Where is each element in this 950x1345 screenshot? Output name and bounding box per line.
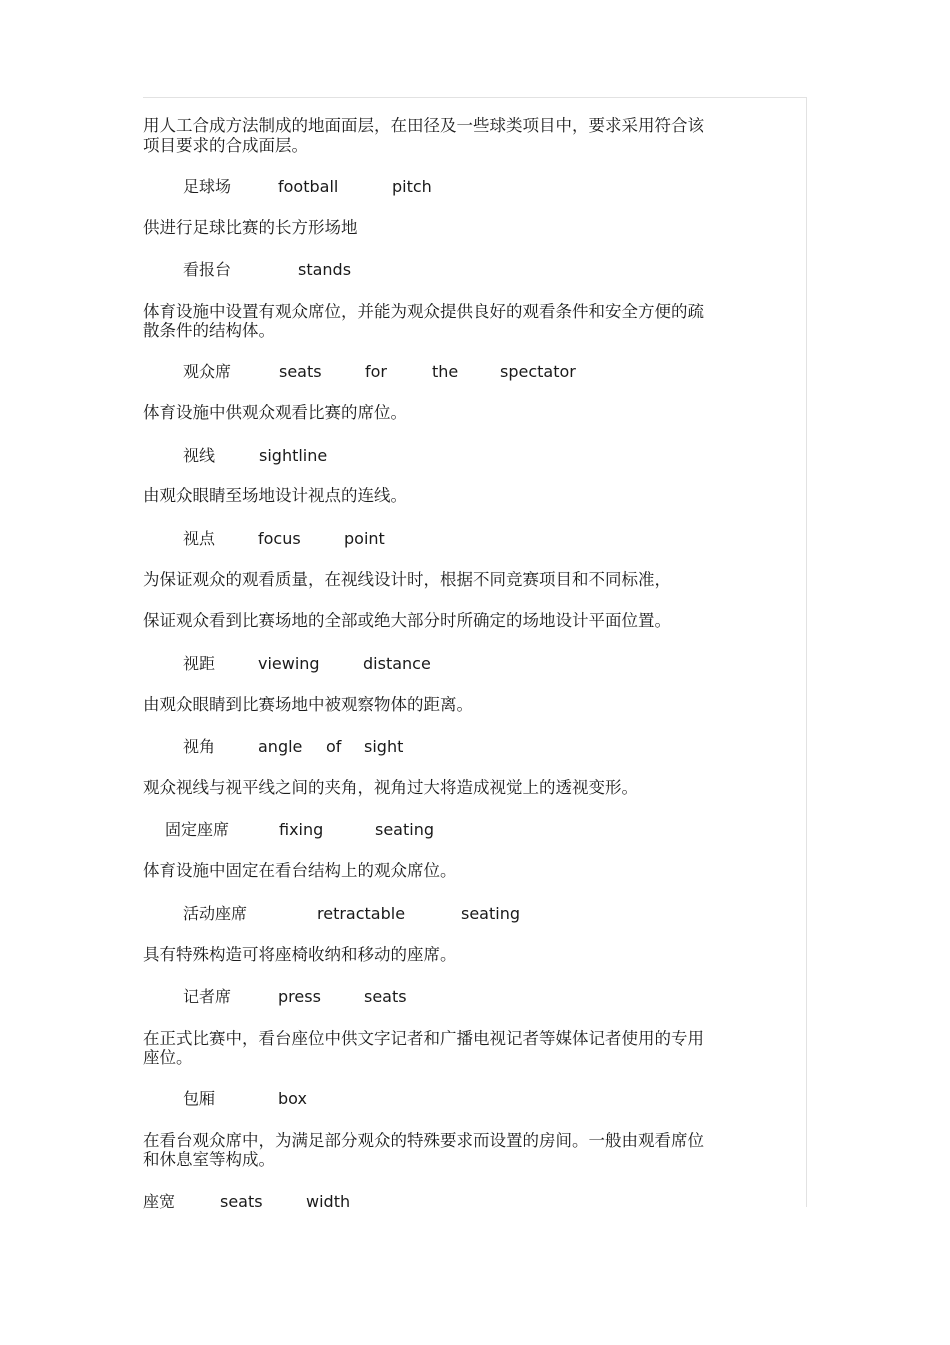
term-english-word: spectator <box>500 362 576 381</box>
term-chinese: 视角 <box>183 737 216 756</box>
definition-line: 体育设施中供观众观看比赛的席位。 <box>143 403 407 422</box>
definition-line: 用人工合成方法制成的地面面层，在田径及一些球类项目中，要求采用符合该 <box>143 116 704 135</box>
term-line <box>143 362 743 384</box>
definition-line: 在正式比赛中，看台座位中供文字记者和广播电视记者等媒体记者使用的专用 <box>143 1029 704 1048</box>
term-english-word: retractable <box>317 904 406 923</box>
term-line <box>143 177 743 199</box>
term-line <box>143 987 743 1009</box>
term-english-word: the <box>432 362 459 381</box>
term-chinese: 记者席 <box>183 987 232 1006</box>
term-chinese: 视线 <box>183 446 216 465</box>
definition-line: 在看台观众席中，为满足部分观众的特殊要求而设置的房间。一般由观看席位 <box>143 1131 704 1150</box>
term-english-word: fixing <box>279 820 324 839</box>
definition-line: 和休息室等构成。 <box>143 1150 275 1169</box>
term-english-word: focus <box>258 529 301 548</box>
term-line <box>143 820 743 842</box>
term-english-word: pitch <box>392 177 432 196</box>
definition-line: 散条件的结构体。 <box>143 321 275 340</box>
term-english-word: distance <box>363 654 431 673</box>
document-page <box>143 97 807 1211</box>
definition-line: 观众视线与视平线之间的夹角，视角过大将造成视觉上的透视变形。 <box>143 778 638 797</box>
term-english-word: stands <box>298 260 352 279</box>
term-english-word: sight <box>364 737 404 756</box>
term-english-word: angle <box>258 737 303 756</box>
definition-line: 供进行足球比赛的长方形场地 <box>143 218 358 237</box>
definition-line: 由观众眼睛至场地设计视点的连线。 <box>143 486 407 505</box>
term-chinese: 活动座席 <box>183 904 248 923</box>
term-line <box>143 904 743 926</box>
term-line <box>143 260 743 282</box>
term-english-word: of <box>326 737 342 756</box>
term-english-word: box <box>278 1089 307 1108</box>
term-english-word: seating <box>461 904 520 923</box>
term-chinese: 视距 <box>183 654 216 673</box>
definition-line: 体育设施中设置有观众席位，并能为观众提供良好的观看条件和安全方便的疏 <box>143 302 704 321</box>
term-chinese: 足球场 <box>183 177 232 196</box>
term-english-word: seats <box>279 362 322 381</box>
term-line <box>143 1089 743 1111</box>
term-english-word: seats <box>220 1192 263 1211</box>
term-chinese: 座宽 <box>143 1192 176 1211</box>
term-chinese: 视点 <box>183 529 216 548</box>
term-english-word: viewing <box>258 654 320 673</box>
definition-line: 具有特殊构造可将座椅收纳和移动的座席。 <box>143 945 457 964</box>
term-english-word: press <box>278 987 321 1006</box>
term-chinese: 固定座席 <box>165 820 230 839</box>
term-english-word: sightline <box>259 446 328 465</box>
term-line <box>143 529 743 551</box>
term-line <box>143 737 743 759</box>
definition-line: 座位。 <box>143 1048 193 1067</box>
term-english-word: seats <box>364 987 407 1006</box>
term-chinese: 包厢 <box>183 1089 216 1108</box>
term-english-word: seating <box>375 820 434 839</box>
term-english-word: for <box>365 362 387 381</box>
term-chinese: 看报台 <box>183 260 232 279</box>
term-chinese: 观众席 <box>183 362 232 381</box>
definition-line: 为保证观众的观看质量，在视线设计时，根据不同竞赛项目和不同标准， <box>143 570 671 589</box>
term-line <box>143 1192 743 1214</box>
term-line <box>143 654 743 676</box>
definition-line: 保证观众看到比赛场地的全部或绝大部分时所确定的场地设计平面位置。 <box>143 611 671 630</box>
definition-line: 由观众眼睛到比赛场地中被观察物体的距离。 <box>143 695 473 714</box>
term-english-word: width <box>306 1192 351 1211</box>
definition-line: 项目要求的合成面层。 <box>143 136 308 155</box>
term-english-word: football <box>278 177 339 196</box>
term-english-word: point <box>344 529 385 548</box>
definition-line: 体育设施中固定在看台结构上的观众席位。 <box>143 861 457 880</box>
term-line <box>143 446 743 468</box>
